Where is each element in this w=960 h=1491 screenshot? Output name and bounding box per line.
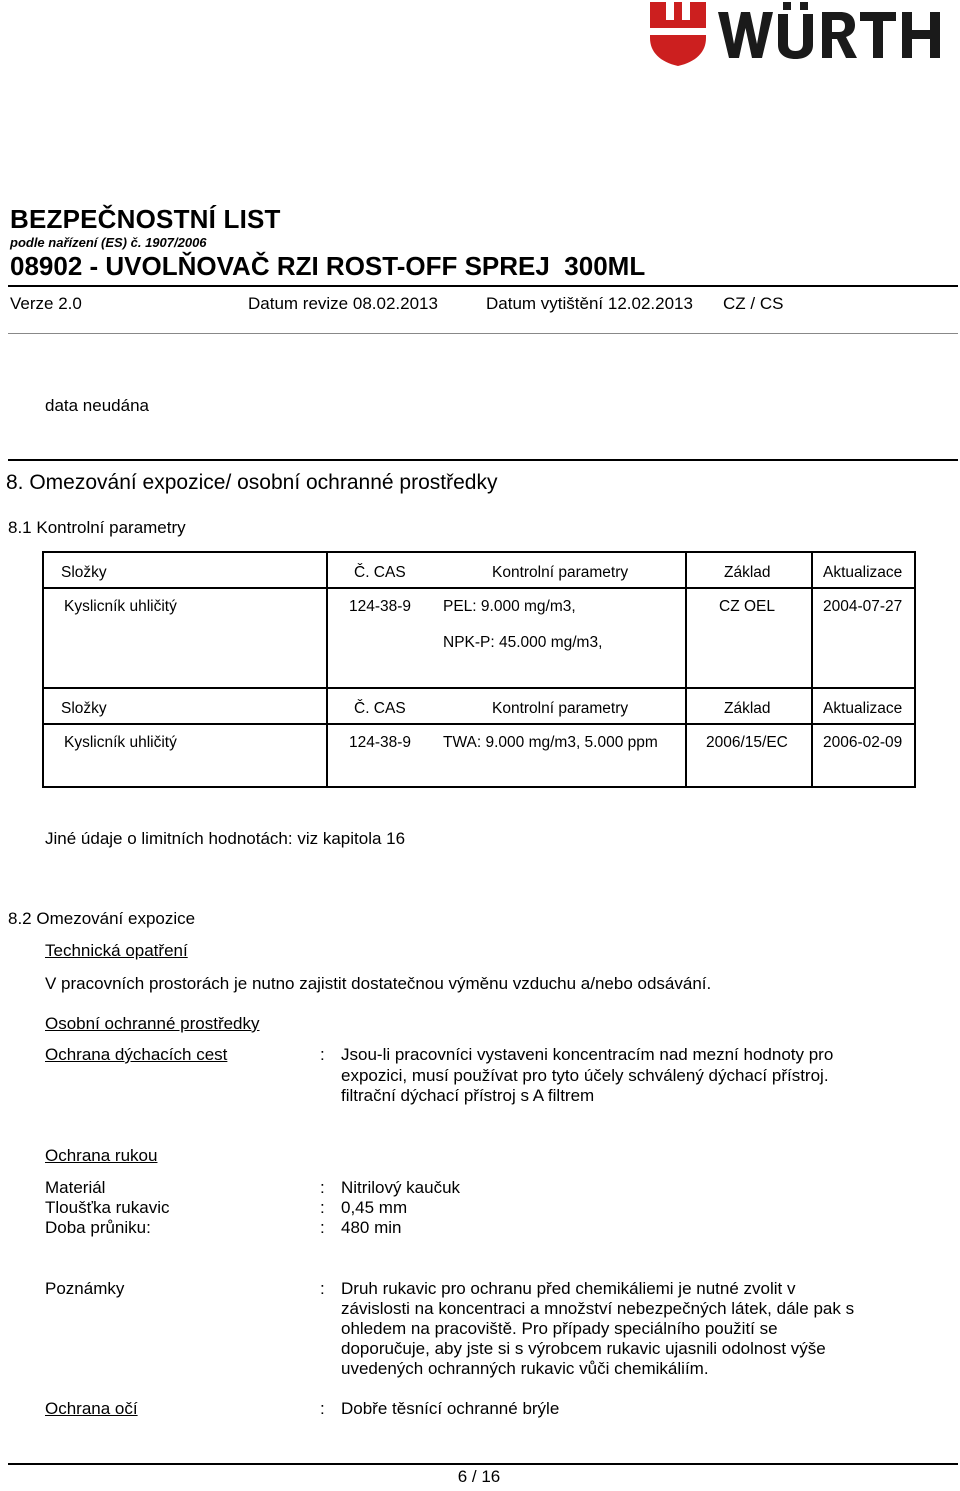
other-limits-note: Jiné údaje o limitních hodnotách: viz kapitola 16 [45, 829, 406, 848]
glove-thickness-value: 0,45 mm [341, 1198, 408, 1217]
table-cell-cas: 124-38-9 [349, 734, 412, 751]
header-divider [8, 285, 958, 287]
eye-protection-value: Dobře těsnící ochranné brýle [341, 1399, 560, 1418]
respiratory-protection-label: Ochrana dýchacích cest [45, 1045, 228, 1064]
table-cell-updated: 2006-02-09 [823, 734, 903, 751]
table-header-cell: Základ [724, 700, 771, 717]
footer-divider [8, 1463, 958, 1465]
wurth-logo-graphic [648, 0, 958, 68]
version-label: Verze 2.0 [10, 294, 82, 313]
table-header-cell: Č. CAS [354, 700, 406, 717]
subsection-8-1-title: 8.1 Kontrolní parametry [8, 518, 186, 537]
material-label: Materiál [45, 1178, 106, 1197]
regulation-subtitle: podle nařízení (ES) č. 1907/2006 [10, 235, 207, 250]
table-header-cell: Kontrolní parametry [492, 564, 629, 581]
control-parameters-table [42, 551, 916, 788]
table-block-divider [44, 687, 914, 689]
respiratory-text-line: Jsou-li pracovníci vystaveni koncentracím nad mezní hodnoty pro [341, 1045, 834, 1064]
table-header-cell: Složky [61, 700, 107, 717]
breakthrough-time-label: Doba průniku: [45, 1218, 151, 1237]
colon-separator: : [320, 1218, 325, 1237]
respiratory-text-line: expozici, musí používat pro tyto účely schválený dýchací přístroj. [341, 1066, 829, 1085]
material-value: Nitrilový kaučuk [341, 1178, 461, 1197]
table-cell-component: Kyslicník uhličitý [64, 598, 177, 615]
table-header-divider [44, 587, 914, 589]
table-cell-params: TWA: 9.000 mg/m3, 5.000 ppm [443, 734, 658, 751]
table-header-cell: Aktualizace [823, 564, 903, 581]
colon-separator: : [320, 1279, 325, 1298]
locale-label: CZ / CS [723, 294, 784, 313]
notes-text-line: ohledem na pracoviště. Pro případy speciálního použití se [341, 1319, 778, 1338]
table-cell-basis: 2006/15/EC [706, 734, 788, 751]
table-cell-cas: 124-38-9 [349, 598, 412, 615]
table-cell-params: NPK-P: 45.000 mg/m3, [443, 634, 603, 651]
table-cell-updated: 2004-07-27 [823, 598, 903, 615]
colon-separator: : [320, 1045, 325, 1064]
table-cell-component: Kyslicník uhličitý [64, 734, 177, 751]
document-title: BEZPEČNOSTNÍ LIST [10, 204, 281, 234]
respiratory-text-line: filtrační dýchací přístroj s A filtrem [341, 1086, 595, 1105]
notes-text-line: závislosti na koncentraci a množství nebezpečných látek, dále pak s [341, 1299, 855, 1318]
technical-measures-text: V pracovních prostorách je nutno zajistit dostatečnou výměnu vzduchu a/nebo odsávání. [45, 974, 712, 993]
glove-thickness-label: Tloušťka rukavic [45, 1198, 170, 1217]
technical-measures-heading: Technická opatření [45, 941, 188, 960]
breakthrough-time-value: 480 min [341, 1218, 402, 1237]
colon-separator: : [320, 1198, 325, 1217]
print-date: Datum vytištění 12.02.2013 [486, 294, 693, 313]
notes-text-line: doporučuje, aby jste si s výrobcem rukavic ujasnili odolnost výše [341, 1339, 826, 1358]
revision-date: Datum revize 08.02.2013 [248, 294, 438, 313]
notes-label: Poznámky [45, 1279, 125, 1298]
section-divider [8, 459, 958, 461]
table-header-cell: Základ [724, 564, 771, 581]
meta-divider [8, 333, 958, 334]
notes-text-line: Druh rukavic pro ochranu před chemikáliemi je nutné zvolit v [341, 1279, 796, 1298]
product-name: 08902 - UVOLŇOVAČ RZI ROST-OFF SPREJ 300ML [10, 251, 646, 281]
colon-separator: : [320, 1178, 325, 1197]
hand-protection-heading: Ochrana rukou [45, 1146, 158, 1165]
table-header-divider [44, 723, 914, 725]
subsection-8-2-title: 8.2 Omezování expozice [8, 909, 196, 928]
table-cell-basis: CZ OEL [719, 598, 775, 615]
wurth-logo [648, 0, 958, 68]
table-header-cell: Kontrolní parametry [492, 700, 629, 717]
table-cell-params: PEL: 9.000 mg/m3, [443, 598, 576, 615]
notes-text-line: uvedených ochranných rukavic vůči chemikáliím. [341, 1359, 709, 1378]
table-header-cell: Č. CAS [354, 564, 406, 581]
ppe-heading: Osobní ochranné prostředky [45, 1014, 260, 1033]
colon-separator: : [320, 1399, 325, 1418]
table-header-cell: Složky [61, 564, 107, 581]
previous-section-text: data neudána [45, 396, 149, 415]
eye-protection-label: Ochrana očí [45, 1399, 138, 1418]
page-number: 6 / 16 [457, 1467, 501, 1486]
table-header-cell: Aktualizace [823, 700, 903, 717]
section-8-title: 8. Omezování expozice/ osobní ochranné prostředky [6, 471, 498, 494]
